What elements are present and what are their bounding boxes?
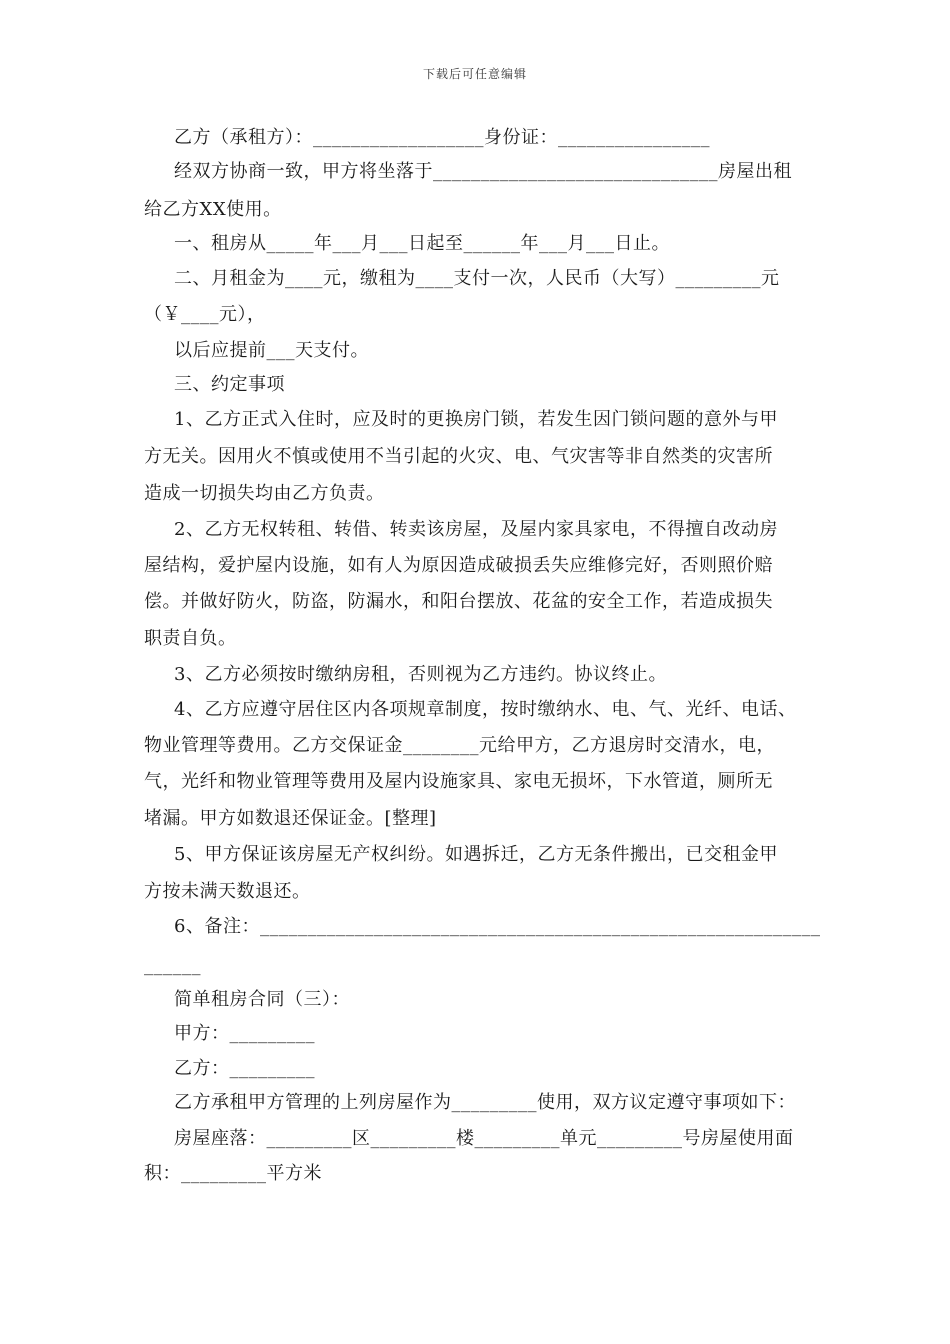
text-line: 气，光纤和物业管理等费用及屋内设施家具、家电无损坏，下水管道，厕所无 [144, 771, 773, 792]
text-line: 方无关。因用火不慎或使用不当引起的火灾、电、气灾害等非自然类的灾害所 [144, 446, 773, 467]
text-line: 6、备注：___________________________________________________________ [174, 916, 821, 937]
text-line: 堵漏。甲方如数退还保证金。[整理] [144, 808, 437, 829]
text-line: 以后应提前___天支付。 [174, 340, 369, 361]
page-header-note: 下载后可任意编辑 [422, 67, 527, 81]
text-line: ______ [144, 955, 201, 976]
text-line: 偿。并做好防火，防盗，防漏水，和阳台摆放、花盆的安全工作，若造成损失 [144, 591, 773, 612]
text-line: 房屋座落：_________区_________楼_________单元_________号房屋使用面 [174, 1128, 794, 1149]
text-line: 积：_________平方米 [144, 1163, 322, 1184]
text-line: 1、乙方正式入住时，应及时的更换房门锁，若发生因门锁问题的意外与甲 [174, 409, 778, 430]
text-line: 乙方（承租方）：__________________身份证：________________ [174, 127, 710, 148]
text-line: 乙方承租甲方管理的上列房屋作为_________使用，双方议定遵守事项如下： [174, 1092, 796, 1113]
text-line: 一、租房从_____年___月___日起至______年___月___日止。 [174, 233, 670, 254]
section-heading: 简单租房合同（三）： [174, 989, 350, 1010]
text-line: 造成一切损失均由乙方负责。 [144, 483, 385, 504]
text-line: 乙方：_________ [174, 1058, 315, 1079]
text-line: 经双方协商一致，甲方将坐落于______________________________房屋出租 [174, 161, 792, 182]
text-line: 3、乙方必须按时缴纳房租，否则视为乙方违约。协议终止。 [174, 664, 667, 685]
text-line: 二、月租金为____元，缴租为____支付一次，人民币（大写）_________元 [174, 268, 780, 289]
text-line: 给乙方XX使用。 [144, 199, 282, 220]
text-line: 职责自负。 [144, 628, 237, 649]
text-line: 屋结构，爱护屋内设施，如有人为原因造成破损丢失应维修完好，否则照价赔 [144, 555, 773, 576]
text-line: 方按未满天数退还。 [144, 881, 311, 902]
text-line: 5、甲方保证该房屋无产权纠纷。如遇拆迁，乙方无条件搬出，已交租金甲 [174, 844, 778, 865]
text-line: 物业管理等费用。乙方交保证金________元给甲方，乙方退房时交清水，电， [144, 735, 775, 756]
text-line: 2、乙方无权转租、转借、转卖该房屋，及屋内家具家电，不得擅自改动房 [174, 519, 778, 540]
text-line: 甲方：_________ [174, 1023, 315, 1044]
text-line: 4、乙方应遵守居住区内各项规章制度，按时缴纳水、电、气、光纤、电话、 [174, 699, 797, 720]
text-line: （￥____元）， [144, 304, 266, 325]
section-heading: 三、约定事项 [174, 374, 285, 395]
